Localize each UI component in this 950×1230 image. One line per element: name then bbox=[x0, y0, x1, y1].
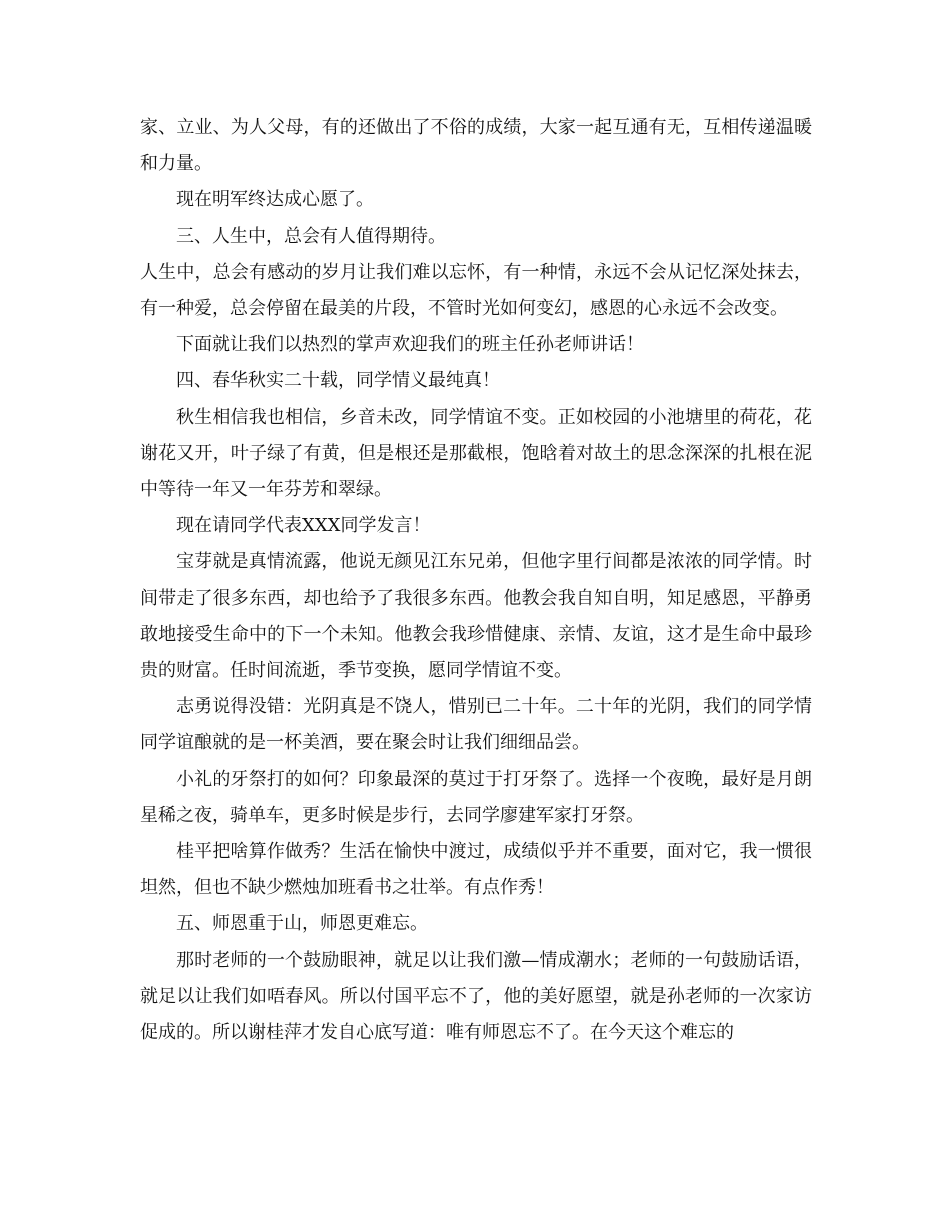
section-heading: 三、人生中，总会有人值得期待。 bbox=[176, 225, 446, 247]
paragraph: 那时老师的一个鼓励眼神，就足以让我们激—情成潮水；老师的一句鼓励话语，就足以让我们如唔春风。所以付国平忘不了，他的美好愿望，就是孙老师的一次家访促成的。所以谢桂萍才发自心底写道：唯有师恩忘不了。在今天这个难忘的 bbox=[140, 949, 812, 1044]
section-heading: 四、春华秋实二十载，同学情义最纯真！ bbox=[176, 370, 500, 392]
paragraph: 家、立业、为人父母，有的还做出了不俗的成绩，大家一起互通有无，互相传递温暖和力量。 bbox=[140, 117, 812, 175]
paragraph: 志勇说得没错：光阴真是不饶人，惜别已二十年。二十年的光阴，我们的同学情同学谊酿就的是一杯美酒，要在聚会时让我们细细品尝。 bbox=[140, 696, 812, 754]
document-page bbox=[140, 110, 812, 1051]
paragraph: 人生中，总会有感动的岁月让我们难以忘怀，有一种情，永远不会从记忆深处抹去，有一种爱，总会停留在最美的片段，不管时光如何变幻，感恩的心永远不会改变。 bbox=[140, 261, 812, 320]
paragraph: 下面就让我们以热烈的掌声欢迎我们的班主任孙老师讲话！ bbox=[176, 334, 644, 356]
paragraph: 秋生相信我也相信，乡音未改，同学情谊不变。正如校园的小池塘里的荷花，花谢花又开，叶子绿了有黄，但是根还是那截根，饱晗着对故土的思念深深的扎根在泥中等待一年又一年芬芳和翠绿。 bbox=[140, 406, 812, 501]
paragraph: 现在请同学代表XXX同学发言！ bbox=[176, 515, 431, 537]
paragraph: 宝芽就是真情流露，他说无颜见江东兄弟，但他字里行间都是浓浓的同学情。时间带走了很多东西，却也给予了我很多东西。他教会我自知自明，知足感恩，平静勇敢地接受生命中的下一个未知。他教会我珍惜健康、亲情、友谊，这才是生命中最珍贵的财富。任时间流逝，季节变换，愿同学情谊不变。 bbox=[140, 551, 812, 682]
paragraph: 现在明军终达成心愿了。 bbox=[176, 189, 374, 211]
paragraph: 小礼的牙祭打的如何？印象最深的莫过于打牙祭了。选择一个夜晚，最好是月朗星稀之夜，骑单车，更多时候是步行，去同学廖建军家打牙祭。 bbox=[140, 768, 812, 826]
section-heading: 五、师恩重于山，师恩更难忘。 bbox=[176, 913, 428, 935]
paragraph: 桂平把啥算作做秀？生活在愉快中渡过，成绩似乎并不重要，面对它，我一惯很坦然，但也不缺少燃烛加班看书之壮举。有点作秀！ bbox=[140, 841, 812, 899]
